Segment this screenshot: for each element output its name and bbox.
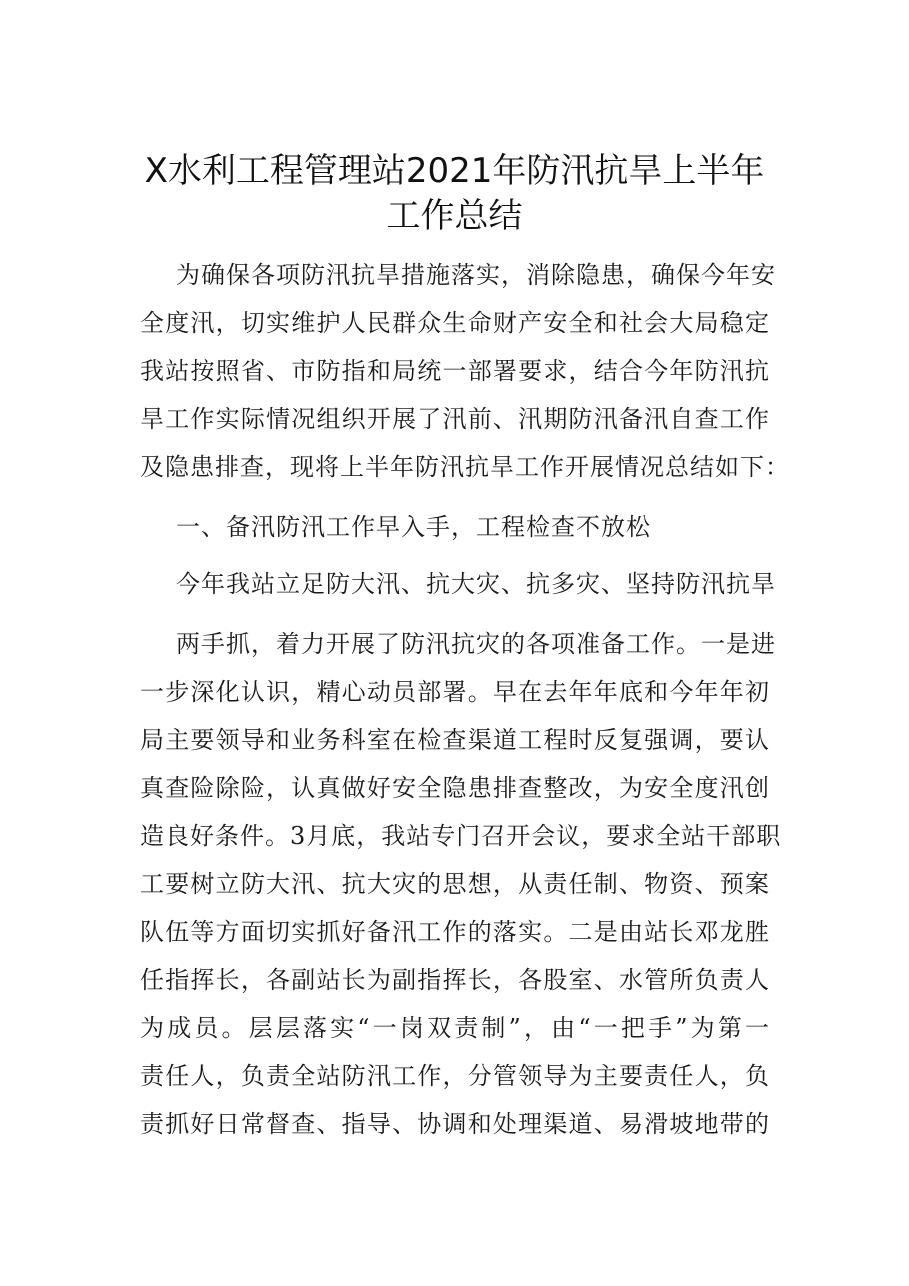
paragraph-line: 全度汛，切实维护人民群众生命财产安全和社会大局稳定 <box>140 309 770 337</box>
paragraph-line: 为确保各项防汛抗旱措施落实，消除隐患，确保今年安 <box>176 261 776 289</box>
paragraph-line: 我站按照省、市防指和局统一部署要求，结合今年防汛抗 <box>140 357 770 385</box>
paragraph-line: 任指挥长，各副站长为副指挥长，各股室、水管所负责人 <box>140 966 770 994</box>
paragraph-line: 及隐患排查，现将上半年防汛抗旱工作开展情况总结如下： <box>140 453 790 481</box>
document-title-line-2: 工作总结 <box>386 196 523 236</box>
paragraph-line: 局主要领导和业务科室在检查渠道工程时反复强调，要认 <box>140 726 770 754</box>
paragraph-line: 责抓好日常督查、指导、协调和处理渠道、易滑坡地带的 <box>140 1110 770 1138</box>
paragraph-line: 旱工作实际情况组织开展了汛前、汛期防汛备汛自查工作 <box>140 405 770 433</box>
paragraph-line: 真查险除险，认真做好安全隐患排查整改，为安全度汛创 <box>140 774 770 802</box>
paragraph-line: 队伍等方面切实抓好备汛工作的落实。二是由站长邓龙胜 <box>140 918 770 946</box>
paragraph-line: 工要树立防大汛、抗大灾的思想，从责任制、物资、预案 <box>140 870 770 898</box>
paragraph-line: 责任人，负责全站防汛工作，分管领导为主要责任人，负 <box>140 1062 770 1090</box>
document-title-line-1: X水利工程管理站2021年防汛抗旱上半年 <box>144 151 765 191</box>
paragraph-line: 一步深化认识，精心动员部署。早在去年年底和今年年初 <box>140 678 770 706</box>
paragraph-line: 为成员。层层落实“一岗双责制”，由“一把手”为第一 <box>140 1014 770 1042</box>
paragraph-line: 造良好条件。3月底，我站专门召开会议，要求全站干部职 <box>140 822 782 850</box>
paragraph-line: 今年我站立足防大汛、抗大灾、抗多灾、坚持防汛抗旱 <box>176 570 776 598</box>
section-heading: 一、备汛防汛工作早入手，工程检查不放松 <box>176 513 651 541</box>
paragraph-line: 两手抓，着力开展了防汛抗灾的各项准备工作。一是进 <box>176 630 776 658</box>
